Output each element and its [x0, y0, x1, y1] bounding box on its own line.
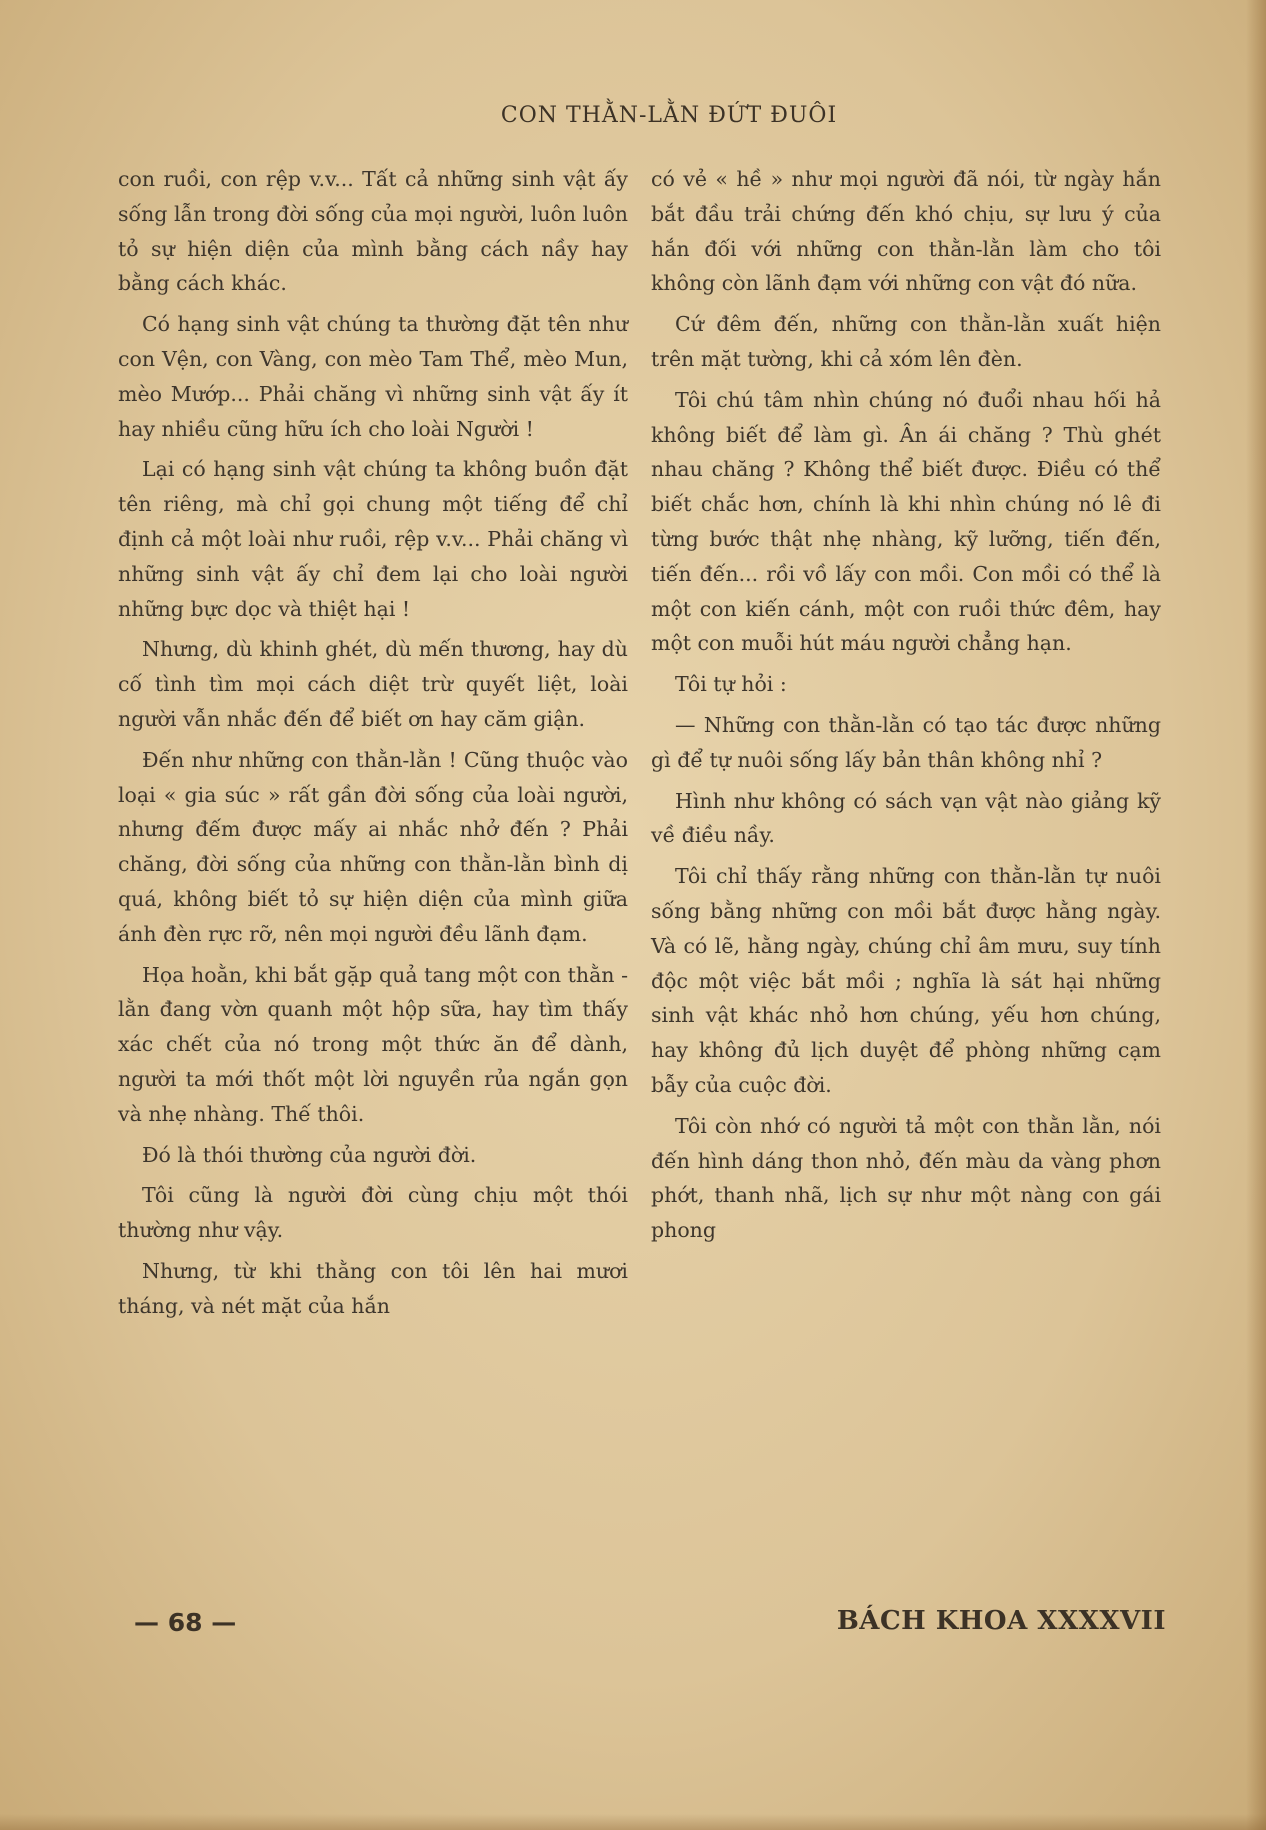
- page-edge-shadow-bottom: [0, 1814, 1266, 1830]
- page-edge-shadow-right: [1246, 0, 1266, 1830]
- left-column: [118, 162, 628, 1330]
- paragraph: Họa hoằn, khi bắt gặp quả tang một con thằn - lằn đang vờn quanh một hộp sữa, hay tìm thấy xác chết của nó trong một thức ăn để dành, người ta mới thốt một lời nguyền rủa ngắn gọn và nhẹ nhàng. Thế thôi.: [118, 962, 628, 1126]
- publication-name: BÁCH KHOA XXXXVII: [836, 1606, 1166, 1636]
- paragraph: Nhưng, từ khi thằng con tôi lên hai mươi tháng, và nét mặt của hắn: [118, 1258, 628, 1318]
- page-number: — 68 —: [134, 1608, 237, 1637]
- right-column: [651, 162, 1161, 1254]
- paragraph: Có hạng sinh vật chúng ta thường đặt tên như con Vện, con Vàng, con mèo Tam Thể, mèo Mun, mèo Mướp... Phải chăng vì những sinh vật ấy ít hay nhiều cũng hữu ích cho loài Người !: [118, 312, 628, 441]
- paragraph: Tôi tự hỏi :: [675, 672, 787, 697]
- paragraph: Cứ đêm đến, những con thằn-lằn xuất hiện trên mặt tường, khi cả xóm lên đèn.: [651, 312, 1161, 371]
- paragraph: Đến như những con thằn-lằn ! Cũng thuộc vào loại « gia súc » rất gần đời sống của loài người, nhưng đếm được mấy ai nhắc nhở đến ? Phải chăng, đời sống của những con thằn-lằn bình dị quá, không biết tỏ sự hiện diện của mình giữa ánh đèn rực rỡ, nên mọi người đều lãnh đạm.: [118, 747, 628, 946]
- paragraph: Tôi cũng là người đời cùng chịu một thói thường như vậy.: [118, 1183, 628, 1243]
- paragraph: Đó là thói thường của người đời.: [142, 1142, 477, 1167]
- paragraph: Tôi chỉ thấy rằng những con thằn-lằn tự nuôi sống bằng những con mồi bắt được hằng ngày. Và có lẽ, hằng ngày, chúng chỉ âm mưu, suy tính độc một việc bắt mồi ; nghĩa là sát hại những sinh vật khác nhỏ hơn chúng, yếu hơn chúng, hay không đủ lịch duyệt để phòng những cạm bẫy của cuộc đời.: [651, 864, 1161, 1097]
- paragraph: Hình như không có sách vạn vật nào giảng kỹ về điều nầy.: [651, 788, 1161, 848]
- paragraph: con ruồi, con rệp v.v... Tất cả những sinh vật ấy sống lẫn trong đời sống của mọi người, luôn luôn tỏ sự hiện diện của mình bằng cách nầy hay bằng cách khác.: [118, 167, 628, 296]
- running-header: CON THẰN-LẰN ĐỨT ĐUÔI: [500, 103, 838, 128]
- paragraph: Lại có hạng sinh vật chúng ta không buồn đặt tên riêng, mà chỉ gọi chung một tiếng để chỉ định cả một loài như ruồi, rệp v.v... Phải chăng vì những sinh vật ấy chỉ đem lại cho loài người những bực dọc và thiệt hại !: [118, 457, 628, 621]
- paragraph: Tôi chú tâm nhìn chúng nó đuổi nhau hối hả không biết để làm gì. Ân ái chăng ? Thù ghét nhau chăng ? Không thể biết được. Điều có thể biết chắc hơn, chính là khi nhìn chúng nó lê đi từng bước thật nhẹ nhàng, kỹ lưỡng, tiến đến, tiến đến... rồi vồ lấy con mồi. Con mồi có thể là một con kiến cánh, một con ruồi thức đêm, hay một con muỗi hút máu người chẳng hạn.: [651, 387, 1161, 656]
- paragraph: Tôi còn nhớ có người tả một con thằn lằn, nói đến hình dáng thon nhỏ, đến màu da vàng phơn phớt, thanh nhã, lịch sự như một nàng con gái phong: [651, 1113, 1161, 1243]
- paragraph: Nhưng, dù khinh ghét, dù mến thương, hay dù cố tình tìm mọi cách diệt trừ quyết liệt, loài người vẫn nhắc đến để biết ơn hay căm giận.: [118, 637, 628, 731]
- paragraph: — Những con thằn-lằn có tạo tác được những gì để tự nuôi sống lấy bản thân không nhỉ ?: [651, 712, 1161, 772]
- paragraph: có vẻ « hề » như mọi người đã nói, từ ngày hắn bắt đầu trải chứng đến khó chịu, sự lưu ý của hắn đối với những con thằn-lằn làm cho tôi không còn lãnh đạm với những con vật đó nữa.: [651, 167, 1161, 296]
